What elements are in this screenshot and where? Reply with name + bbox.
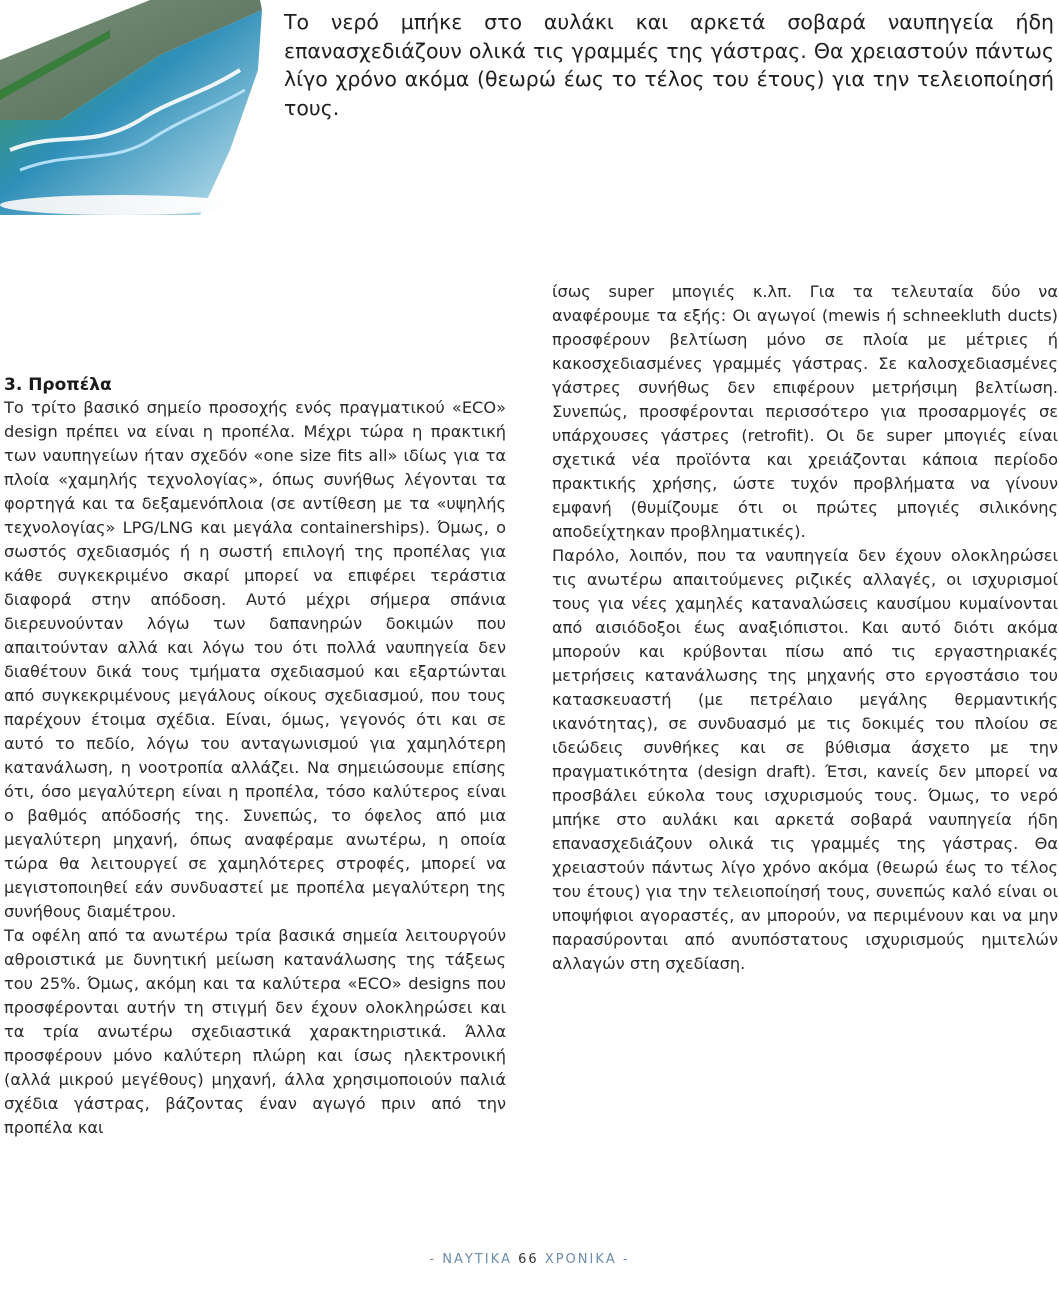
footer-left: - ΝΑΥΤΙΚΑ	[429, 1252, 512, 1267]
paragraph: Παρόλο, λοιπόν, που τα ναυπηγεία δεν έχουν ολοκληρώσει τις ανωτέρω απαιτούμενες ριζικές αλλαγές, οι ισχυρισμοί τους για νέες χαμηλές καταναλώσεις καυσίμου κυμαίνονται από αισιόδοξοι έως αναξιόπιστοι. Και αυτό διότι ακόμα μπορούν και κρύβονται πίσω από τις εργαστηριακές μετρήσεις κατανάλωσης της μηχανής στο εργοστάσιο του κατασκευαστή (με πετρέλαιο μεγάλης θερμαντικής ικανότητας), σε συνδυασμό με τις δοκιμές του πλοίου σε ιδεώδεις συνθήκες και σε βύθισμα άσχετο με την πραγματικότητα (design draft). Έτσι, κανείς δεν μπορεί να προσβάλει εύκολα τους ισχυρισμούς τους. Όμως, το νερό μπήκε στο αυλάκι και αρκετά σοβαρά ναυπηγεία ήδη επανασχεδιάζουν ολικά τις γραμμές της γάστρας. Θα χρειαστούν πάντως λίγο χρόνο ακόμα (θεωρώ έως το τέλος του έτους) για την τελειοποίησή τους, συνεπώς καλό είναι οι υποψήφιοι αγοραστές, αν μπορούν, να περιμένουν και να μην παρασύρονται από ανυπόστατους ισχυρισμούς ημιτελών αλλαγών στη σχεδίαση.	[552, 546, 1058, 973]
paragraph: Το τρίτο βασικό σημείο προσοχής ενός πραγματικού «ECO» design πρέπει να είναι η προπέλα. Μέχρι τώρα η πρακτική των ναυπηγείων ήταν σχεδόν «one size fits all» ιδίως για τα πλοία «χαμηλής τεχνολογίας», όπως συνήθως λέγονται τα φορτηγά και τα δεξαμενόπλοια (σε αντίθεση με τα «υψηλής τεχνολογίας» LPG/LNG και μεγάλα containerships). Όμως, ο σωστός σχεδιασμός ή η σωστή επιλογή της προπέλας για κάθε συγκεκριμένο σκαρί μπορεί να επιφέρει τεράστια διαφορά στην απόδοση. Αυτό μέχρι σήμερα σπάνια διερευνούνταν λόγω των δαπανηρών δοκιμών που απαιτούνταν αλλά και λόγω του ότι πολλά ναυπηγεία δεν διαθέτουν δικά τους τμήματα σχεδιασμού και εξαρτώνται από συγκεκριμένους μεγάλους οίκους σχεδιασμού, που τους παρέχουν έτοιμα σχέδια. Είναι, όμως, γεγονός ότι και σε αυτό το πεδίο, λόγω του ανταγωνισμού για χαμηλότερη κατανάλωση, η νοοτροπία αλλάζει. Να σημειώσουμε επίσης ότι, όσο μεγαλύτερη είναι η προπέλα, τόσο καλύτερος είναι ο βαθμός απόδοσής της. Συνεπώς, το όφελος από μια μεγαλύτερη μηχανή, όπως αναφέραμε ανωτέρω, η οποία τώρα θα λειτουργεί σε χαμηλότερες στροφές, μπορεί να μεγιστοποιηθεί εάν συνδυαστεί με προπέλα μεγαλύτερη της συνήθους διαμέτρου.	[4, 398, 506, 921]
left-column	[4, 374, 506, 1140]
page-number: 66	[518, 1252, 539, 1267]
paragraph: Τα οφέλη από τα ανωτέρω τρία βασικά σημεία λειτουργούν αθροιστικά με δυνητική μείωση κατανάλωσης της τάξεως του 25%. Όμως, ακόμη και τα καλύτερα «ECO» designs που προσφέρονται αυτήν τη στιγμή δεν έχουν ολοκληρώσει και τα τρία ανωτέρω σχεδιαστικά χαρακτηριστικά. Άλλα προσφέρουν μόνο καλύτερη πλώρη και ίσως ηλεκτρονική (αλλά μικρού μεγέθους) μηχανή, άλλα χρησιμοποιούν παλιά σχέδια γάστρας, βάζοντας έναν αγωγό πριν από την προπέλα και	[4, 926, 506, 1137]
paragraph: ίσως super μπογιές κ.λπ. Για τα τελευταία δύο να αναφέρουμε τα εξής: Οι αγωγοί (mewis ή schneekluth ducts) προσφέρουν βελτίωση μόνο σε πλοία με μέτριες ή κακοσχεδιασμένες γραμμές γάστρας. Σε καλοσχεδιασμένες γάστρες συνήθως δεν επιφέρουν μετρήσιμη βελτίωση. Συνεπώς, προσφέρονται περισσότερο για προσαρμογές σε υπάρχουσες γάστρες (retrofit). Οι δε super μπογιές είναι σχετικά νέα προϊόντα και χρειάζονται κάποια περίοδο πρακτικής χρήσης, ώστε τυχόν προβλήματα να γίνουν εμφανή (θυμίζουμε ότι οι πρώτες μπογιές σιλικόνης αποδείχτηκαν προβληματικές).	[552, 282, 1058, 541]
ship-illustration	[0, 0, 265, 215]
right-column	[552, 280, 1058, 976]
footer-right: ΧΡΟΝΙΚΑ -	[544, 1252, 630, 1267]
page-footer	[0, 1252, 1059, 1267]
pull-quote: Το νερό μπήκε στο αυλάκι και αρκετά σοβαρά ναυπηγεία ήδη επανασχεδιάζουν ολικά τις γραμμές της γάστρας. Θα χρειαστούν πάντως λίγο χρόνο ακόμα (θεωρώ έως το τέλος του έτους) για την τελειοποίησή τους.	[284, 10, 1054, 120]
section-heading: 3. Προπέλα	[4, 375, 112, 395]
